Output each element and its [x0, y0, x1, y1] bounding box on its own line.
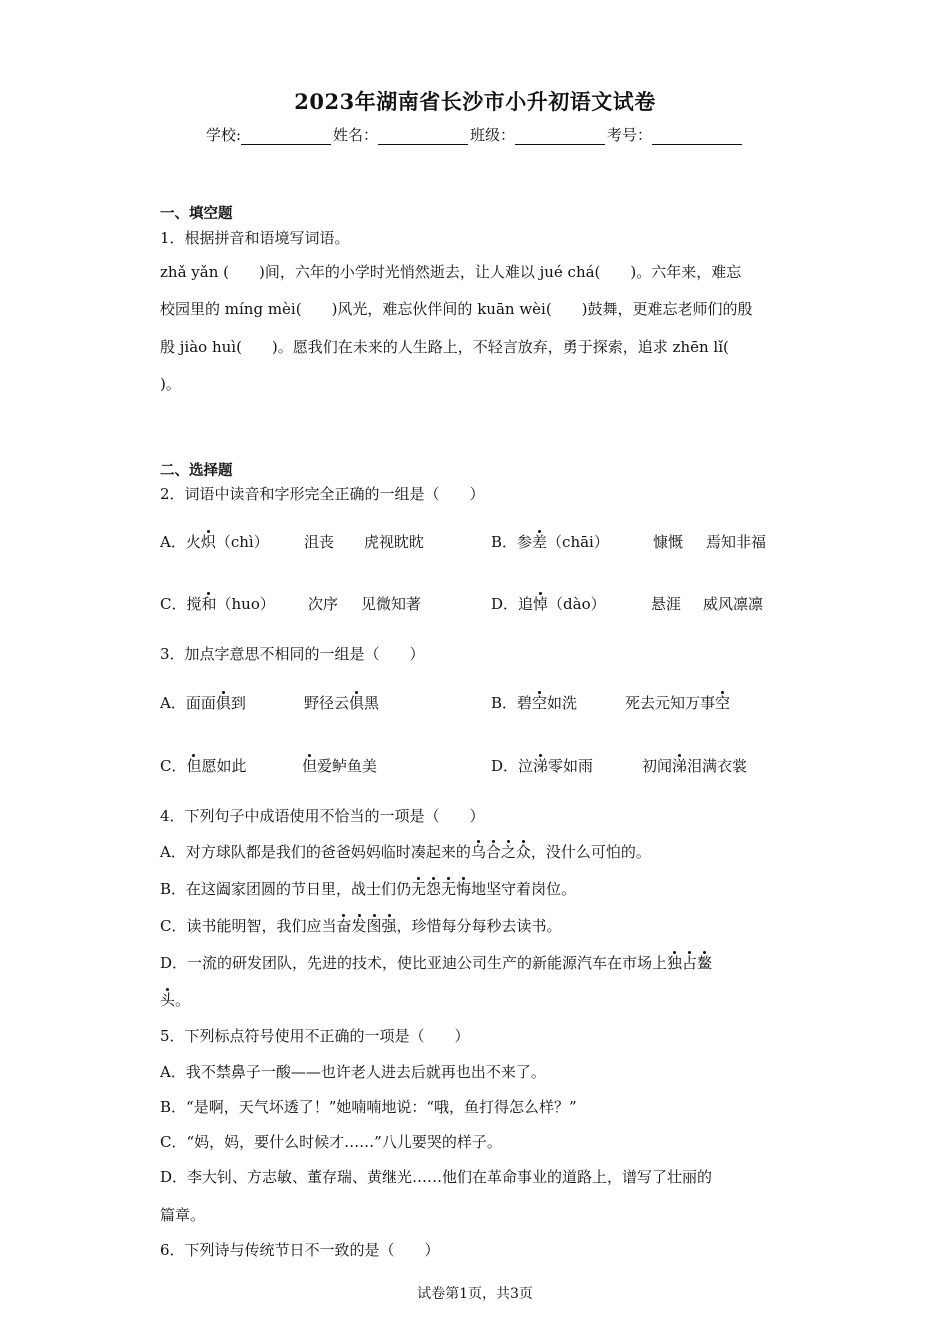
- option-phrase: 初闻涕泪满衣裳: [642, 757, 748, 775]
- option-phrase: 死去元知万事空: [625, 694, 731, 712]
- emphasis-char: 无: [411, 880, 427, 898]
- emphasis-char: 众: [515, 843, 531, 861]
- question-2-option-d[interactable]: D．追悼（dào）: [491, 595, 606, 613]
- question-2-option-c[interactable]: C．搅和（huo）: [160, 595, 275, 613]
- emphasis-char: 之: [500, 843, 516, 861]
- option-word: 慷慨: [653, 533, 684, 551]
- name-label: 姓名：: [333, 126, 379, 144]
- emphasis-char: 无: [441, 880, 457, 898]
- option-word: 见微知著: [361, 595, 422, 613]
- question-1-line: 校园里的 míng mèi( )风光，难忘伙伴间的 kuān wèi( )鼓舞，更难忘老师们的殷: [160, 300, 753, 318]
- emphasis-char: 怨: [426, 880, 442, 898]
- question-4-option-a[interactable]: A．对方球队都是我们的爸爸妈妈临时凑起来的乌合之众，没什么可怕的。: [160, 843, 651, 861]
- option-phrase: 野径云俱黑: [304, 694, 380, 712]
- question-5-option-d-cont: 篇章。: [160, 1206, 206, 1224]
- emphasis-char: 鳌: [697, 954, 713, 972]
- option-word: 沮丧: [304, 533, 335, 551]
- section-heading-choice: 二、选择题: [160, 462, 233, 479]
- emphasis-char: 独: [667, 954, 683, 972]
- question-3-stem: 3．加点字意思不相同的一组是（ ）: [160, 645, 425, 663]
- dotted-idiom: [160, 991, 175, 1009]
- question-1-line: )。: [160, 375, 181, 393]
- option-word: 虎视眈眈: [364, 533, 425, 551]
- question-3-option-a[interactable]: A．面面俱到: [160, 694, 246, 712]
- question-5-option-d[interactable]: D．李大钊、方志敏、董存瑞、黄继光……他们在革命事业的道路上，谱写了壮丽的: [160, 1168, 713, 1186]
- dotted-idiom: [336, 917, 396, 935]
- question-4-stem: 4．下列句子中成语使用不恰当的一项是（ ）: [160, 807, 485, 825]
- class-label: 班级：: [470, 126, 516, 144]
- exam-title: 2023年湖南省长沙市小升初语文试卷: [294, 89, 656, 114]
- name-blank[interactable]: [378, 130, 468, 145]
- question-3-option-d[interactable]: D．泣涕零如雨: [491, 757, 594, 775]
- question-1-line: zhǎ yǎn ( )间，六年的小学时光悄然逝去，让人难以 jué chá( )。六年来，难忘: [160, 263, 742, 281]
- question-4-option-b[interactable]: B．在这阖家团圆的节日里，战士们仍无怨无悔地坚守着岗位。: [160, 880, 577, 898]
- school-blank[interactable]: [241, 130, 331, 145]
- question-4-option-d-cont: 头。: [160, 991, 191, 1009]
- question-1-stem: 1．根据拼音和语境写词语。: [160, 229, 350, 247]
- question-5-stem: 5．下列标点符号使用不正确的一项是（ ）: [160, 1027, 470, 1045]
- emphasis-char: 合: [485, 843, 501, 861]
- question-3-option-c[interactable]: C．但愿如此: [160, 757, 247, 775]
- question-4-option-d[interactable]: D．一流的研发团队，先进的技术，使比亚迪公司生产的新能源汽车在市场上独占鳌: [160, 954, 713, 972]
- student-info-line: [0, 124, 950, 145]
- option-word: 威风凛凛: [703, 595, 764, 613]
- option-word: 焉知非福: [706, 533, 767, 551]
- emphasis-char: 悔: [456, 880, 472, 898]
- emphasis-char: 奋: [336, 917, 352, 935]
- question-6-stem: 6．下列诗与传统节日不一致的是（ ）: [160, 1241, 440, 1259]
- school-label: 学校:: [205, 126, 241, 144]
- question-1-line: 殷 jiào huì( )。愿我们在未来的人生路上，不轻言放弃，勇于探索，追求 zhēn lǐ(: [160, 338, 729, 356]
- option-word: 次序: [308, 595, 339, 613]
- exam-no-label: 考号：: [607, 126, 653, 144]
- dotted-idiom: [411, 880, 471, 898]
- question-5-option-b[interactable]: B．“是啊，天气坏透了！”她喃喃地说：“哦，鱼打得怎么样？”: [160, 1098, 577, 1116]
- question-2-option-a[interactable]: A．火炽（chì）: [160, 533, 269, 551]
- emphasis-char: 乌: [470, 843, 486, 861]
- section-heading-fill-in: 一、填空题: [160, 205, 233, 222]
- emphasis-char: 头: [160, 991, 176, 1009]
- emphasis-char: 图: [366, 917, 382, 935]
- class-blank[interactable]: [515, 130, 605, 145]
- emphasis-char: 强: [381, 917, 397, 935]
- question-2-stem: 2．词语中读音和字形完全正确的一组是（ ）: [160, 485, 485, 503]
- exam-no-blank[interactable]: [652, 130, 742, 145]
- question-3-option-b[interactable]: B．碧空如洗: [491, 694, 578, 712]
- dotted-idiom: [667, 954, 712, 972]
- option-word: 悬涯: [651, 595, 682, 613]
- emphasis-char: 发: [351, 917, 367, 935]
- question-2-option-b[interactable]: B．参差（chāi）: [491, 533, 609, 551]
- page-footer: 试卷第1页，共3页: [417, 1286, 533, 1302]
- dotted-idiom: [471, 843, 531, 861]
- question-5-option-c[interactable]: C．“妈，妈，要什么时候才……”八儿要哭的样子。: [160, 1133, 502, 1151]
- question-5-option-a[interactable]: A．我不禁鼻子一酸——也许老人进去后就再也出不来了。: [160, 1063, 546, 1081]
- option-phrase: 但爱鲈鱼美: [302, 757, 378, 775]
- question-4-option-c[interactable]: C．读书能明智，我们应当奋发图强，珍惜每分每秒去读书。: [160, 917, 562, 935]
- emphasis-char: 占: [682, 954, 698, 972]
